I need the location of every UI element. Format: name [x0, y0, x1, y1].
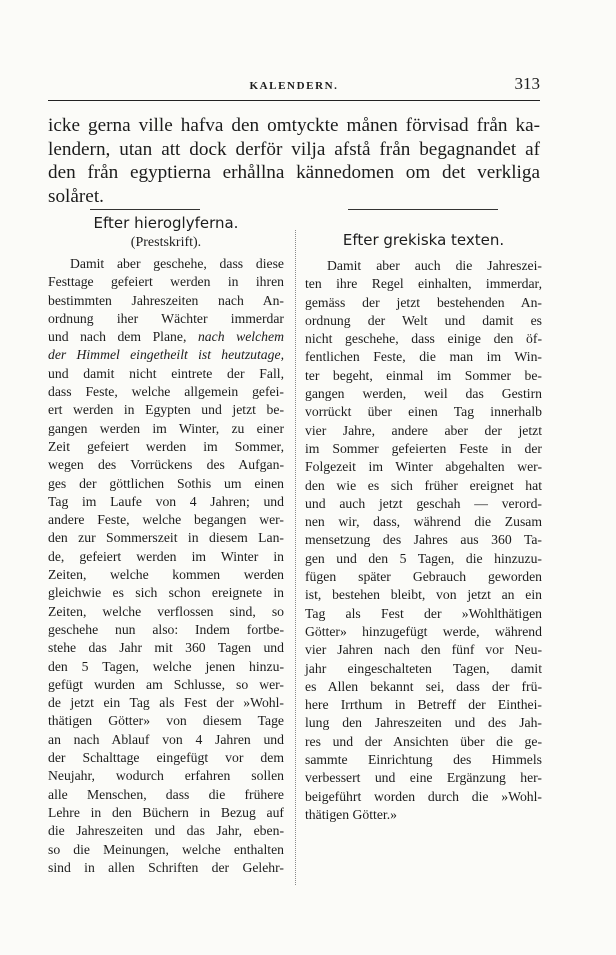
running-head	[48, 72, 540, 98]
intro-paragraph	[48, 114, 540, 208]
text-line: Tag als Fest der »Wohlthätigen	[305, 605, 542, 621]
text-line: de, gefeiert werden im Winter in	[48, 548, 284, 564]
text-line: nicht geschehe, dass einige den öf-	[305, 331, 542, 347]
right-column-rule	[348, 209, 498, 210]
text-line: vorrückt über einen Tag innerhalb	[305, 404, 542, 420]
text-line: Folgezeit im Winter abgehalten wer-	[305, 459, 542, 475]
text-line: Zeiten, welche verflossen sind, so	[48, 603, 284, 619]
text-line: im Sommer gefeierten Feste in der	[305, 440, 542, 456]
text-line: an nach Ablauf von 4 Jahren und	[48, 731, 284, 747]
left-column-heading: Efter hieroglyferna.	[93, 214, 239, 232]
text-line: ordnung der Welt und damit es	[305, 312, 542, 328]
text-line: gangen werden im Winter, zu einer	[48, 420, 284, 436]
text-line: ordnung iher Wächter immerdar	[48, 310, 284, 326]
text-line: sammte Einrichtung des Himmels	[305, 752, 542, 768]
left-column-subheading: (Prestskrift).	[130, 235, 202, 250]
page-number: 313	[514, 74, 540, 93]
text-line: gleichwie es sich schon ereignete in	[48, 585, 284, 601]
left-column-rule	[90, 209, 200, 210]
text-line: andere Feste, welche begangen wer-	[48, 512, 284, 528]
text-line: geschehe nun also: Indem fortbe-	[48, 621, 284, 637]
text-line: die Jahreszeiten und das Jahr, eben-	[48, 823, 284, 839]
text-line: ert werden in Egypten und jetzt be-	[48, 402, 284, 418]
right-column-text	[305, 257, 542, 824]
intro-line: lendern, utan att dock derför vilja afstå från begagnandet af	[48, 138, 540, 160]
text-line-with-italic	[48, 328, 284, 346]
text-line: und damit nicht eintrete der Fall,	[48, 365, 284, 381]
right-column-heading: Efter grekiska texten.	[342, 231, 505, 249]
text-line: der Schalttage eingefügt vor dem	[48, 750, 284, 766]
text-line: Tag im Laufe von 4 Jahren; und	[48, 493, 284, 509]
text-line: Zeiten, welche kommen werden	[48, 567, 284, 583]
text-line: thätigen Götter» von diesem Tage	[48, 713, 284, 729]
text-line: und auch jetzt geschah — verord-	[305, 495, 542, 511]
text-line: dass Feste, welche allgemein gefei-	[48, 384, 284, 400]
text-line: den zur Sommerszeit in diesem Lan-	[48, 530, 284, 546]
text-line: here Irrthum in Betreff der Einthei-	[305, 697, 542, 713]
text-line: ten ihre Regel einhalten, immerdar,	[305, 276, 542, 292]
left-column-text	[48, 255, 284, 877]
text-line: wegen des Vorrückens des Aufgan-	[48, 457, 284, 473]
text-line: Neujahr, wodurch erfahren sollen	[48, 768, 284, 784]
italic-phrase: nach welchem	[197, 329, 284, 345]
intro-line: solåret.	[48, 185, 104, 207]
text-line: vier Jahre, andere aber der jetzt	[305, 422, 542, 438]
text-line-italic: der Himmel eingetheilt ist heutzutage,	[48, 347, 284, 363]
text-line: es Allen bekannt sei, dass der frü-	[305, 678, 542, 694]
text-line: Damit aber auch die Jahreszei-	[327, 258, 542, 273]
text-line: sind in allen Schriften der Gelehr-	[48, 859, 284, 875]
text-line: Zeit gefeiert werden im Sommer,	[48, 438, 284, 454]
text-line: vier Jahren nach den fünf vor Neu-	[305, 642, 542, 658]
text-line: nen wir, dass, während die Zusam	[305, 514, 542, 530]
text-line: Lehre in den Büchern in Bezug auf	[48, 804, 284, 820]
column-divider	[295, 230, 296, 885]
text-line: jahr eingeschalteten Tagen, damit	[305, 660, 542, 676]
text-line: gen und den 5 Tagen, die hinzuzu-	[305, 550, 542, 566]
text-line: Festtage gefeiert werden in ihren	[48, 274, 284, 290]
running-title: KALENDERN.	[249, 80, 339, 92]
text-line: ges der göttlichen Sothis um einen	[48, 475, 284, 491]
text-line: mensetzung des Jahres aus 360 Ta-	[305, 532, 542, 548]
text-line: alle Menschen, dass die frühere	[48, 786, 284, 802]
text-line: so die Meinungen, welche enthalten	[48, 841, 284, 857]
text-line: de jetzt ein Tag als Fest der »Wohl-	[48, 695, 284, 711]
text-line: beigeführt worden durch die »Wohl-	[305, 788, 542, 804]
text-line: gemäss der jetzt bestehenden An-	[305, 294, 542, 310]
text-line-segment: und nach dem Plane,	[48, 329, 187, 345]
intro-line: den från egyptierna erhållna kännedomen om det verkliga	[48, 162, 540, 183]
text-line: ist, bestehen bleibt, von jetzt an ein	[305, 587, 542, 603]
text-line: Damit aber geschehe, dass diese	[70, 256, 284, 271]
text-line: fentlichen Feste, die man im Win-	[305, 349, 542, 365]
text-line: res und der Ansichten über die ge-	[305, 733, 542, 749]
text-line: gangen werden, weil das Gestirn	[305, 386, 542, 402]
header-rule	[48, 100, 540, 101]
text-line: bestimmten Jahreszeiten nach An-	[48, 292, 284, 308]
text-line: verbessert und eine Ergänzung her-	[305, 770, 542, 786]
text-line: den 5 Tagen, welche jenen hinzu-	[48, 658, 284, 674]
text-line: gefügt wurden am Schlusse, so wer-	[48, 676, 284, 692]
text-line: ter begeht, einmal im Sommer be-	[305, 367, 542, 383]
intro-line: icke gerna ville hafva den omtyckte månen förvisad från ka-	[48, 115, 540, 136]
text-line: Götter» hinzugefügt werde, während	[305, 623, 542, 639]
text-line: thätigen Götter.»	[305, 806, 397, 822]
text-line: lung den Jahreszeiten und des Jah-	[305, 715, 542, 731]
text-line: den wie es sich früher ereignet hat	[305, 477, 542, 493]
text-line: fügen später Gebrauch geworden	[305, 569, 542, 585]
text-line: stehe das Jahr mit 360 Tagen und	[48, 640, 284, 656]
